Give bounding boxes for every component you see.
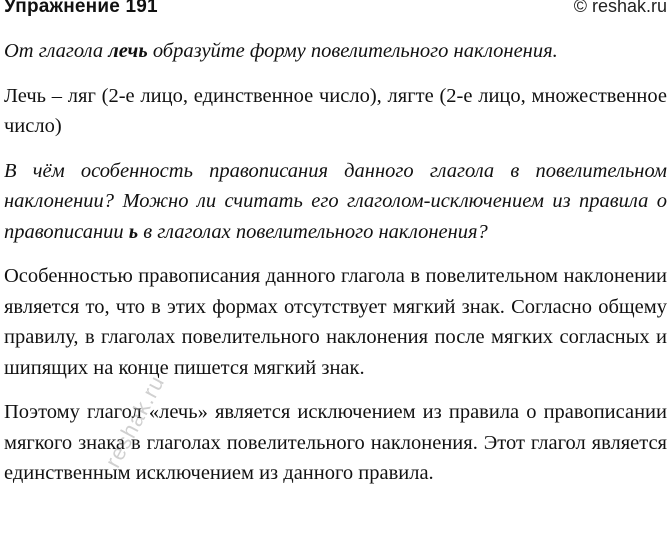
header — [4, 0, 667, 22]
task-word: лечь — [108, 40, 148, 62]
task-text — [4, 36, 667, 67]
task-text-before: От глагола — [4, 40, 109, 62]
task-text-after: образуйте форму повелительного наклонения. — [147, 40, 558, 62]
answer-forms: Лечь – ляг (2-е лицо, единственное число), лягте (2-е лицо, множественное число) — [4, 84, 667, 137]
site-credit: © reshak.ru — [573, 0, 667, 16]
question-letter: ь — [128, 220, 139, 243]
answer-explanation: Особенностью правописания данного глагола в повелительном наклонении является то, что в этих формах отсутствует мягкий знак. Согласно общему правилу, в глаголах повелительного наклонения после мягких согласных и шипящих на конце пишется мягкий знак. — [4, 265, 667, 379]
question-text-after: в глаголах повелительного наклонения? — [138, 220, 488, 243]
exercise-title: Упражнение 191 — [4, 0, 158, 17]
question-text — [4, 156, 667, 248]
question-text-before: В чём особенность правописания данного глагола в повелительном наклонении? Можно ли считать его глаголом-исключением из правила о правописании — [4, 159, 667, 243]
watermark: reshak.ru — [100, 371, 170, 472]
answer-conclusion: Поэтому глагол «лечь» является исключением из правила о правописании мягкого знака в глаголах повелительного наклонения. Этот глагол является единственным исключением из данного правила. — [4, 401, 667, 484]
